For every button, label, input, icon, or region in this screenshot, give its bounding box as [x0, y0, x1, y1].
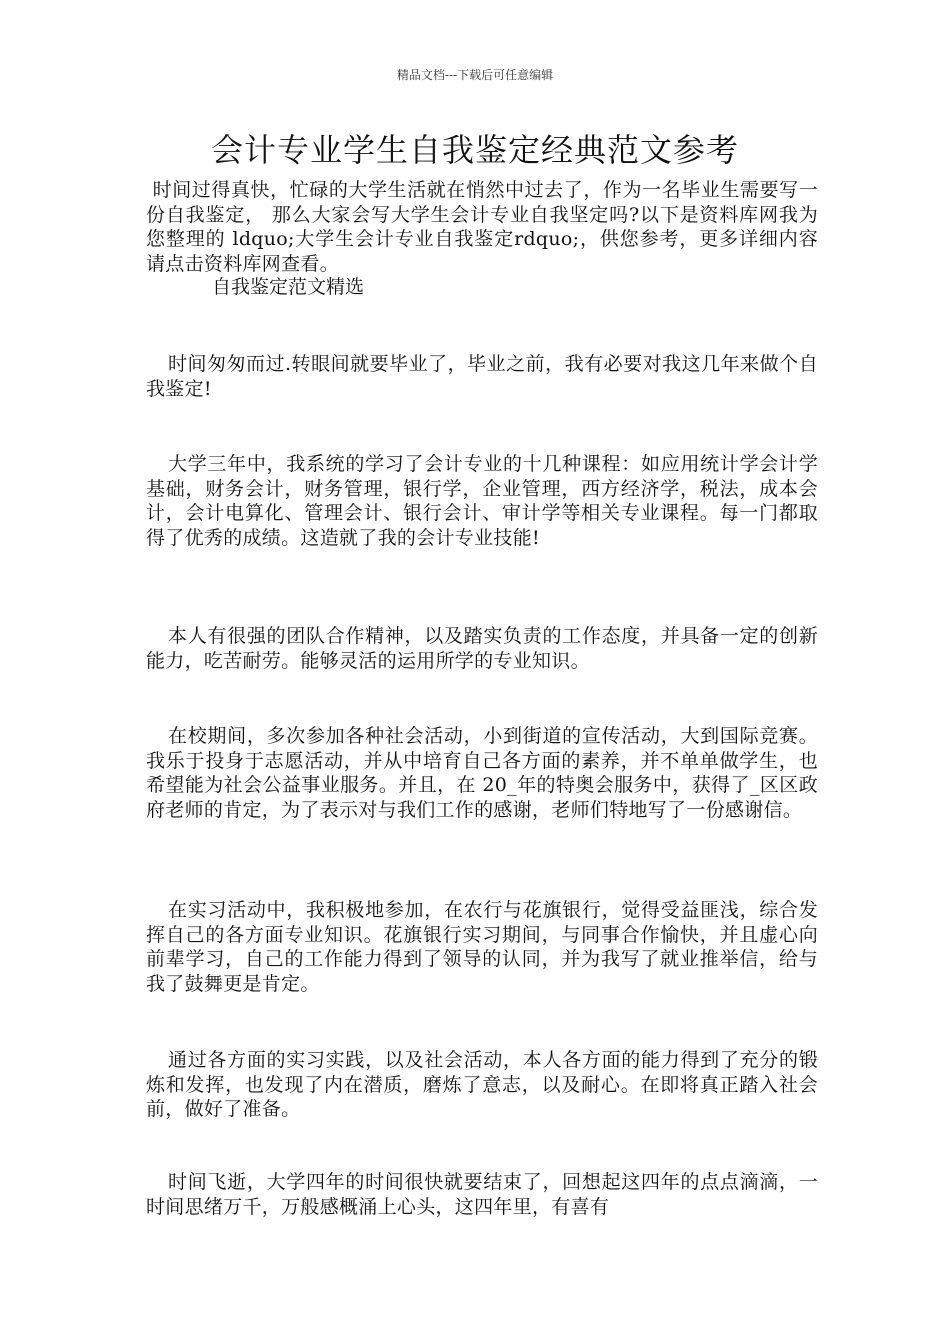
paragraph-2: 大学三年中，我系统的学习了会计专业的十几种课程：如应用统计学会计学基础，财务会计，财务管理，银行学，企业管理，西方经济学，税法，成本会计，会计电算化、管理会计、银行会计、审计学等相关专业课程。每一门都取得了优秀的成绩。这造就了我的会计专业技能! [146, 453, 818, 549]
paragraph-3: 本人有很强的团队合作精神，以及踏实负责的工作态度，并具备一定的创新能力，吃苦耐劳。能够灵活的运用所学的专业知识。 [146, 625, 818, 672]
paragraph-4: 在校期间，多次参加各种社会活动，小到街道的宣传活动，大到国际竞赛。我乐于投身于志愿活动，并从中培育自己各方面的素养，并不单单做学生，也希望能为社会公益事业服务。并且，在 20_年的特奥会服务中，获得了_区区政府老师的肯定，为了表示对与我们工作的感谢，老师们特地写了一份感谢信。 [146, 725, 818, 821]
paragraph-5: 在实习活动中，我积极地参加，在农行与花旗银行，觉得受益匪浅，综合发挥自己的各方面专业知识。花旗银行实习期间，与同事合作愉快，并且虚心向前辈学习，自己的工作能力得到了领导的认同，并为我写了就业推举信，给与我了鼓舞更是肯定。 [146, 899, 818, 995]
paragraph-1: 时间匆匆而过.转眼间就要毕业了，毕业之前，我有必要对我这几年来做个自我鉴定! [146, 353, 818, 400]
header-note: 精品文档---下载后可任意编辑 [396, 68, 554, 82]
intro-paragraph: 时间过得真快，忙碌的大学生活就在悄然中过去了，作为一名毕业生需要写一份自我鉴定， 那么大家会写大学生会计专业自我坚定吗?以下是资料库网我为您整理的 ldquo;大学生会计专业自我鉴定rdquo;，供您参考，更多详细内容请点击资料库网查看。 [146, 179, 819, 275]
paragraph-7: 时间飞逝，大学四年的时间很快就要结束了，回想起这四年的点点滴滴，一时间思绪万千，万般感概涌上心头，这四年里，有喜有 [146, 1171, 818, 1218]
paragraph-6: 通过各方面的实习实践，以及社会活动，本人各方面的能力得到了充分的锻炼和发挥，也发现了内在潜质，磨炼了意志，以及耐心。在即将真正踏入社会前，做好了准备。 [146, 1049, 818, 1120]
document-title: 会计专业学生自我鉴定经典范文参考 [210, 131, 739, 169]
section-subheading: 自我鉴定范文精选 [212, 276, 365, 298]
